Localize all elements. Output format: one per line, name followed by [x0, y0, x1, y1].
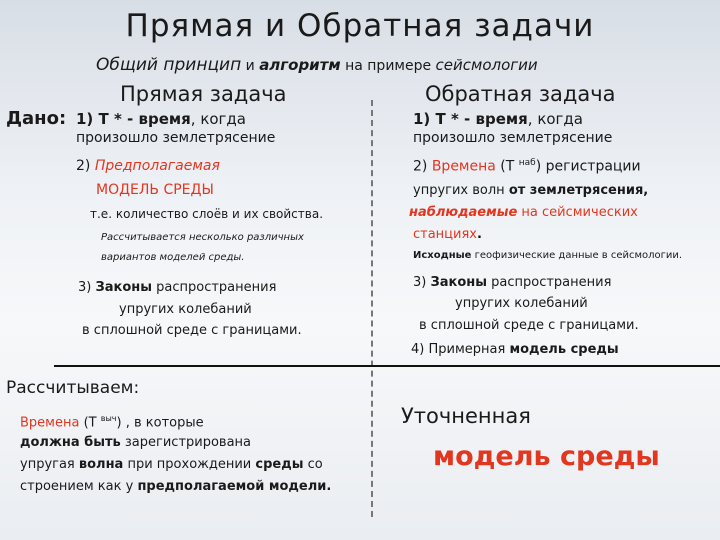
calc-line-2: должна быть зарегистрирована [20, 435, 252, 450]
right-column-header: Обратная задача [425, 82, 616, 106]
right-item-3-cont-2: в сплошной среде с границами. [419, 318, 639, 333]
subtitle [96, 55, 538, 75]
given-label: Дано: [6, 108, 67, 129]
subtitle-seismology: сейсмологии [435, 56, 538, 74]
left-item-3-cont-1: упругих колебаний [119, 302, 252, 317]
calc-line-1: Времена (Т $^{выч}$) , в которые [20, 414, 204, 431]
right-item-2-cont-3: станциях. [413, 227, 482, 242]
right-source-note: Исходные геофизические данные в сейсмологии. [413, 250, 683, 261]
left-item-2: 2) Предполагаемая [76, 158, 220, 174]
left-variants-note-1: Рассчитывается несколько различных [101, 232, 304, 243]
right-item-4: 4) Примерная модель среды [411, 342, 619, 357]
left-column-header: Прямая задача [120, 82, 287, 106]
slide-title: Прямая и Обратная задачи [125, 8, 595, 44]
right-item-2-cont-1: упругих волн от землетрясения, [413, 183, 649, 198]
refined-model-label: модель среды [433, 441, 660, 472]
refined-label: Уточненная [401, 404, 531, 428]
left-item-3-cont-2: в сплошной среде с границами. [82, 323, 302, 338]
left-item-1-cont: произошло землетрясение [76, 130, 276, 146]
right-item-1-cont: произошло землетрясение [413, 130, 613, 146]
left-layers-note: т.е. количество слоёв и их свойства. [90, 207, 324, 221]
section-divider [54, 365, 720, 367]
left-item-1: 1) Т * - время, когда [76, 110, 246, 128]
right-item-2-cont-2: наблюдаемые на сейсмических [409, 205, 638, 220]
subtitle-example: на примере [340, 58, 436, 74]
right-item-2: 2) Времена (Т $^{наб}$) регистрации [413, 158, 641, 175]
left-variants-note-2: вариантов моделей среды. [101, 252, 245, 263]
calc-line-3: упругая волна при прохождении среды со [20, 457, 323, 472]
subtitle-principle: Общий принцип [96, 55, 242, 75]
calc-line-4: строением как у предполагаемой модели. [20, 479, 332, 494]
subtitle-and: и [241, 58, 260, 74]
left-item-3: 3) Законы распространения [78, 280, 277, 295]
right-item-3: 3) Законы распространения [413, 275, 612, 290]
column-divider [371, 100, 373, 517]
right-item-1: 1) Т * - время, когда [413, 110, 583, 128]
calc-header: Рассчитываем: [6, 378, 140, 398]
left-model-label: МОДЕЛЬ СРЕДЫ [96, 182, 214, 198]
subtitle-algorithm: алгоритм [259, 56, 341, 74]
right-item-3-cont-1: упругих колебаний [455, 296, 588, 311]
